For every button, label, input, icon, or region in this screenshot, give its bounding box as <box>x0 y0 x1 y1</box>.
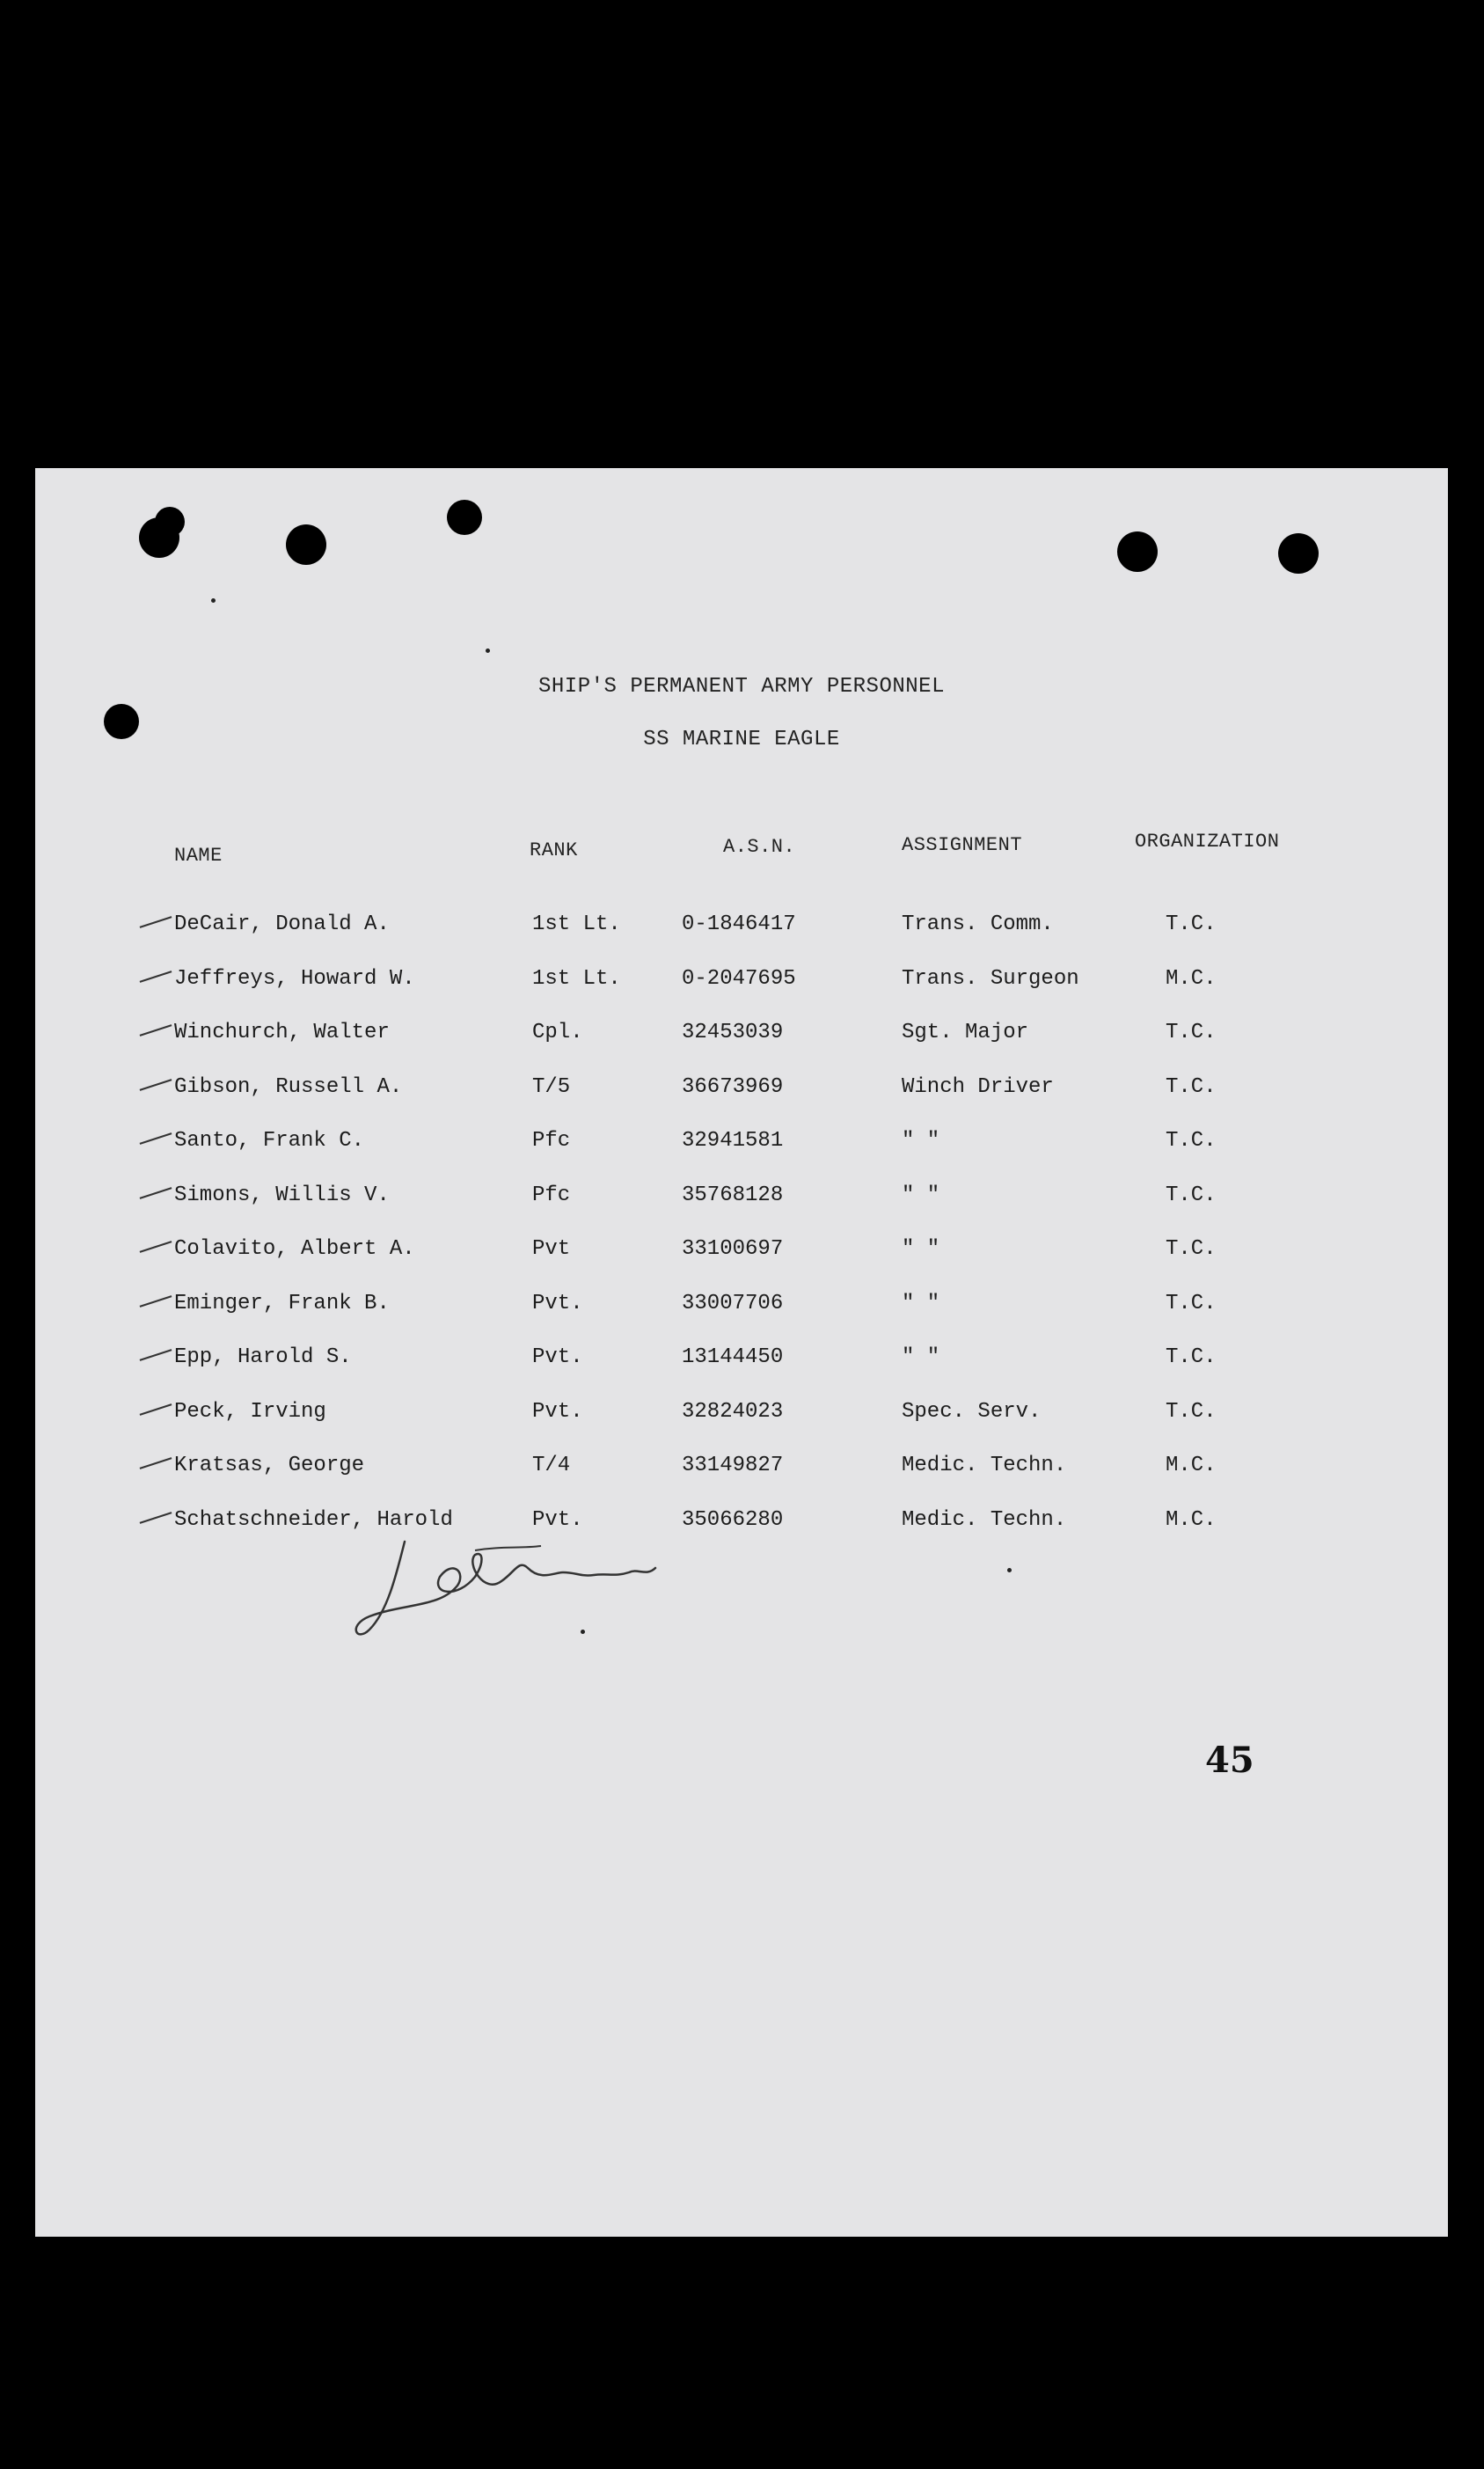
cell-rank: 1st Lt. <box>532 912 621 936</box>
cell-assignment: Spec. Serv. <box>902 1399 1042 1424</box>
table-row <box>35 1129 1448 1164</box>
table-row <box>35 1454 1448 1489</box>
table-row <box>35 1508 1448 1543</box>
table-row <box>35 912 1448 948</box>
cell-organization: T.C. <box>1166 1237 1217 1261</box>
cell-organization: T.C. <box>1166 1021 1217 1044</box>
cell-name: Peck, Irving <box>174 1399 326 1424</box>
cell-organization: M.C. <box>1166 1507 1217 1532</box>
cell-organization: T.C. <box>1166 1399 1217 1424</box>
cell-rank: Pvt. <box>532 1399 583 1424</box>
cell-assignment: " " <box>902 1183 940 1207</box>
table-row <box>35 1021 1448 1056</box>
cell-organization: T.C. <box>1166 1129 1217 1153</box>
cell-asn: 13144450 <box>682 1345 784 1369</box>
cell-asn: 35768128 <box>682 1183 784 1207</box>
cell-assignment: " " <box>902 1237 940 1261</box>
cell-name: Kratsas, George <box>174 1454 365 1477</box>
cell-asn: 33149827 <box>682 1454 784 1477</box>
punch-hole <box>286 524 326 565</box>
page-number: 45 <box>1205 1740 1254 1781</box>
speck <box>1007 1568 1012 1572</box>
cell-name: Santo, Frank C. <box>174 1129 365 1153</box>
table-row <box>35 1183 1448 1219</box>
cell-asn: 32941581 <box>682 1129 784 1153</box>
table-row <box>35 1292 1448 1327</box>
header-rank: RANK <box>530 839 578 861</box>
cell-assignment: " " <box>902 1345 940 1369</box>
cell-assignment: Trans. Comm. <box>902 912 1054 936</box>
cell-assignment: Trans. Surgeon <box>902 966 1079 991</box>
cell-organization: T.C. <box>1166 1345 1217 1369</box>
table-row <box>35 1400 1448 1435</box>
header-organization: ORGANIZATION <box>1135 831 1280 853</box>
check-mark <box>140 1024 172 1037</box>
cell-rank: Pvt <box>532 1237 571 1261</box>
check-mark <box>140 1079 172 1091</box>
check-mark <box>140 1295 172 1308</box>
cell-name: Jeffreys, Howard W. <box>174 966 415 991</box>
document-title: SHIP'S PERMANENT ARMY PERSONNEL <box>538 675 945 699</box>
cell-name: Eminger, Frank B. <box>174 1291 390 1315</box>
check-mark <box>140 1187 172 1199</box>
document-page <box>35 468 1448 2237</box>
cell-assignment: " " <box>902 1129 940 1153</box>
cell-asn: 33100697 <box>682 1237 784 1261</box>
cell-rank: 1st Lt. <box>532 966 621 991</box>
table-row <box>35 1237 1448 1272</box>
punch-hole <box>1117 531 1158 572</box>
cell-assignment: Winch Driver <box>902 1074 1054 1099</box>
table-row <box>35 1075 1448 1110</box>
check-mark <box>140 1349 172 1361</box>
cell-asn: 32824023 <box>682 1399 784 1424</box>
cell-asn: 32453039 <box>682 1021 784 1044</box>
cell-name: Winchurch, Walter <box>174 1021 390 1044</box>
cell-asn: 35066280 <box>682 1507 784 1532</box>
cell-organization: M.C. <box>1166 1454 1217 1477</box>
header-assignment: ASSIGNMENT <box>902 834 1023 856</box>
check-mark <box>140 916 172 928</box>
speck <box>211 598 216 603</box>
cell-organization: T.C. <box>1166 912 1217 936</box>
cell-name: Simons, Willis V. <box>174 1183 390 1207</box>
check-mark <box>140 1457 172 1469</box>
check-mark <box>140 1512 172 1524</box>
cell-name: DeCair, Donald A. <box>174 912 390 936</box>
cell-rank: Pvt. <box>532 1507 583 1532</box>
cell-rank: T/5 <box>532 1074 571 1099</box>
cell-organization: T.C. <box>1166 1291 1217 1315</box>
check-mark <box>140 971 172 983</box>
cell-rank: Cpl. <box>532 1021 583 1044</box>
punch-hole <box>447 500 482 535</box>
handwritten-signature <box>352 1524 677 1647</box>
punch-hole <box>155 507 185 537</box>
check-mark <box>140 1241 172 1253</box>
cell-asn: 33007706 <box>682 1291 784 1315</box>
cell-name: Epp, Harold S. <box>174 1345 352 1369</box>
cell-organization: T.C. <box>1166 1074 1217 1099</box>
cell-asn: 0-2047695 <box>682 966 796 991</box>
ship-name: SS MARINE EAGLE <box>643 728 840 751</box>
cell-name: Schatschneider, Harold <box>174 1507 453 1532</box>
check-mark <box>140 1132 172 1145</box>
cell-assignment: " " <box>902 1291 940 1315</box>
header-asn: A.S.N. <box>723 836 796 858</box>
cell-rank: Pvt. <box>532 1291 583 1315</box>
cell-asn: 0-1846417 <box>682 912 796 936</box>
cell-asn: 36673969 <box>682 1074 784 1099</box>
speck <box>486 648 490 653</box>
cell-rank: Pfc <box>532 1183 571 1207</box>
punch-hole <box>1278 533 1319 574</box>
cell-assignment: Medic. Techn. <box>902 1454 1067 1477</box>
cell-organization: M.C. <box>1166 966 1217 991</box>
check-mark <box>140 1403 172 1416</box>
table-row <box>35 967 1448 1002</box>
cell-organization: T.C. <box>1166 1183 1217 1207</box>
header-name: NAME <box>174 845 223 867</box>
table-row <box>35 1345 1448 1381</box>
cell-rank: Pfc <box>532 1129 571 1153</box>
cell-assignment: Medic. Techn. <box>902 1507 1067 1532</box>
cell-rank: Pvt. <box>532 1345 583 1369</box>
cell-name: Gibson, Russell A. <box>174 1074 403 1099</box>
cell-rank: T/4 <box>532 1454 571 1477</box>
cell-name: Colavito, Albert A. <box>174 1237 415 1261</box>
cell-assignment: Sgt. Major <box>902 1021 1029 1044</box>
